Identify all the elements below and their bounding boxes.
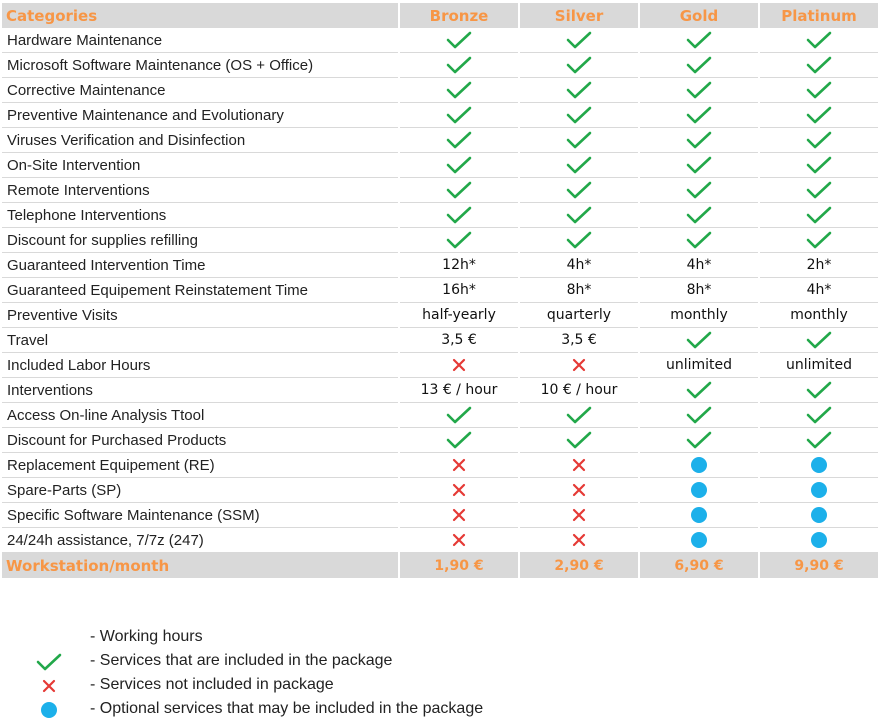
check-icon [566,106,592,124]
check-icon [806,406,832,424]
check-icon [806,431,832,449]
cell-bronze [400,153,518,178]
cross-icon [572,483,586,497]
legend-symbol [34,701,64,719]
cell-platinum [760,103,878,128]
cell-gold [640,78,758,103]
cell-gold: unlimited [640,353,758,378]
row-label: Included Labor Hours [2,353,398,378]
table-row [2,253,878,278]
check-icon [806,331,832,349]
check-icon [566,81,592,99]
check-icon [806,56,832,74]
cell-gold [640,228,758,253]
check-icon [686,406,712,424]
check-icon [686,131,712,149]
legend-text: - Optional services that may be included in the package [90,700,484,717]
row-label: Guaranteed Equipement Reinstatement Time [2,278,398,303]
cell-silver: 4h* [520,253,638,278]
check-icon [446,431,472,449]
row-label: 24/24h assistance, 7/7z (247) [2,528,398,553]
table-header [2,3,878,28]
check-icon [446,181,472,199]
cross-icon [452,533,466,547]
check-icon [686,431,712,449]
legend-item [0,698,560,722]
row-label: On-Site Intervention [2,153,398,178]
cell-bronze [400,78,518,103]
cell-platinum [760,478,878,503]
optional-dot-icon [691,507,707,523]
cell-bronze: 12h* [400,253,518,278]
check-icon [686,56,712,74]
optional-dot-icon [691,532,707,548]
cell-silver [520,453,638,478]
check-icon [566,206,592,224]
cross-icon [572,533,586,547]
row-label: Replacement Equipement (RE) [2,453,398,478]
table-row [2,153,878,178]
check-icon [566,231,592,249]
table-row [2,378,878,403]
table-row [2,328,878,353]
header-categories: Categories [2,3,398,28]
row-label: Preventive Maintenance and Evolutionary [2,103,398,128]
table-row [2,78,878,103]
cell-bronze: 16h* [400,278,518,303]
table-row [2,228,878,253]
legend-item [0,674,560,698]
check-icon [446,231,472,249]
cell-platinum [760,453,878,478]
cell-gold [640,128,758,153]
cell-platinum [760,403,878,428]
cell-platinum [760,228,878,253]
cell-silver [520,178,638,203]
cross-icon [572,508,586,522]
check-icon [566,156,592,174]
check-icon [566,431,592,449]
price-silver: 2,90 € [520,553,638,578]
row-label: Hardware Maintenance [2,28,398,53]
cell-silver [520,28,638,53]
header-silver: Silver [520,3,638,28]
cell-bronze [400,28,518,53]
row-label: Remote Interventions [2,178,398,203]
optional-dot-icon [691,482,707,498]
check-icon [36,653,62,671]
cell-gold [640,328,758,353]
cell-silver [520,503,638,528]
check-icon [806,206,832,224]
table-row [2,178,878,203]
cell-silver: 3,5 € [520,328,638,353]
cross-icon [452,483,466,497]
legend-symbol [34,653,64,671]
check-icon [806,231,832,249]
cell-gold [640,503,758,528]
row-label: Interventions [2,378,398,403]
cell-gold [640,403,758,428]
check-icon [446,406,472,424]
cell-platinum [760,528,878,553]
cell-platinum [760,503,878,528]
cell-gold [640,428,758,453]
cell-silver [520,528,638,553]
cell-platinum [760,378,878,403]
cross-icon [572,458,586,472]
cross-icon [452,508,466,522]
table-body [2,28,878,553]
row-label: Specific Software Maintenance (SSM) [2,503,398,528]
table-row [2,303,878,328]
cell-platinum [760,178,878,203]
table-row [2,128,878,153]
cross-icon [452,358,466,372]
cell-gold: 4h* [640,253,758,278]
check-icon [446,156,472,174]
cell-platinum: unlimited [760,353,878,378]
check-icon [446,106,472,124]
cell-silver [520,78,638,103]
cross-icon [452,458,466,472]
legend-text: - Working hours [90,628,203,645]
cell-gold [640,153,758,178]
cell-silver: 8h* [520,278,638,303]
cell-platinum [760,328,878,353]
header-platinum: Platinum [760,3,878,28]
footer-label: Workstation/month [2,553,398,578]
check-icon [446,131,472,149]
check-icon [686,206,712,224]
table-row [2,53,878,78]
optional-dot-icon [811,457,827,473]
header-bronze: Bronze [400,3,518,28]
cell-silver [520,128,638,153]
cell-silver: quarterly [520,303,638,328]
check-icon [686,331,712,349]
cell-silver: 10 € / hour [520,378,638,403]
cell-platinum [760,128,878,153]
cell-gold [640,378,758,403]
optional-dot-icon [41,702,57,718]
cell-platinum: 4h* [760,278,878,303]
cell-gold: monthly [640,303,758,328]
cell-gold: 8h* [640,278,758,303]
check-icon [566,31,592,49]
cell-bronze [400,203,518,228]
check-icon [566,56,592,74]
cell-bronze [400,128,518,153]
legend-item [0,626,560,650]
cell-platinum [760,78,878,103]
service-packages-table [0,3,878,578]
check-icon [686,181,712,199]
cell-bronze [400,53,518,78]
legend-item [0,650,560,674]
cell-gold [640,28,758,53]
cell-platinum [760,203,878,228]
table-row [2,353,878,378]
check-icon [446,81,472,99]
cell-silver [520,103,638,128]
table-row [2,103,878,128]
table-row [2,203,878,228]
check-icon [806,131,832,149]
cell-bronze [400,353,518,378]
cell-gold [640,53,758,78]
cell-bronze [400,178,518,203]
table-row [2,278,878,303]
row-label: Guaranteed Intervention Time [2,253,398,278]
cell-gold [640,178,758,203]
cell-silver [520,228,638,253]
table-row [2,528,878,553]
table-row [2,478,878,503]
row-label: Microsoft Software Maintenance (OS + Office) [2,53,398,78]
row-label: Telephone Interventions [2,203,398,228]
cell-bronze [400,528,518,553]
check-icon [806,156,832,174]
price-gold: 6,90 € [640,553,758,578]
table-row [2,28,878,53]
cell-bronze [400,403,518,428]
check-icon [566,181,592,199]
row-label: Spare-Parts (SP) [2,478,398,503]
check-icon [686,156,712,174]
cell-silver [520,353,638,378]
cell-gold [640,203,758,228]
cross-icon [42,679,56,693]
check-icon [686,31,712,49]
cell-platinum [760,53,878,78]
check-icon [686,381,712,399]
row-label: Viruses Verification and Disinfection [2,128,398,153]
legend-text: - Services not included in package [90,676,334,693]
cross-icon [572,358,586,372]
legend-symbol [34,677,64,695]
cell-bronze [400,228,518,253]
optional-dot-icon [811,532,827,548]
table-row [2,428,878,453]
check-icon [806,31,832,49]
cell-gold [640,103,758,128]
cell-bronze [400,103,518,128]
cell-silver [520,428,638,453]
cell-silver [520,53,638,78]
row-label: Travel [2,328,398,353]
row-label: Discount for Purchased Products [2,428,398,453]
cell-bronze [400,453,518,478]
check-icon [566,406,592,424]
cell-gold [640,478,758,503]
price-platinum: 9,90 € [760,553,878,578]
price-bronze: 1,90 € [400,553,518,578]
check-icon [566,131,592,149]
cell-bronze: 13 € / hour [400,378,518,403]
cell-silver [520,403,638,428]
check-icon [806,106,832,124]
cell-platinum: monthly [760,303,878,328]
optional-dot-icon [811,482,827,498]
legend-text: - Services that are included in the package [90,652,393,669]
cell-bronze [400,428,518,453]
check-icon [686,81,712,99]
check-icon [806,181,832,199]
cell-silver [520,153,638,178]
cell-gold [640,528,758,553]
check-icon [686,231,712,249]
check-icon [446,56,472,74]
cell-bronze [400,503,518,528]
legend [0,626,560,722]
cell-silver [520,478,638,503]
row-label: Access On-line Analysis Ttool [2,403,398,428]
table-row [2,503,878,528]
row-label: Corrective Maintenance [2,78,398,103]
check-icon [446,206,472,224]
cell-silver [520,203,638,228]
check-icon [806,381,832,399]
table-row [2,403,878,428]
cell-platinum [760,153,878,178]
cell-platinum [760,28,878,53]
check-icon [686,106,712,124]
cell-bronze: 3,5 € [400,328,518,353]
cell-bronze: half-yearly [400,303,518,328]
optional-dot-icon [811,507,827,523]
check-icon [806,81,832,99]
row-label: Discount for supplies refilling [2,228,398,253]
row-label: Preventive Visits [2,303,398,328]
optional-dot-icon [691,457,707,473]
check-icon [446,31,472,49]
header-gold: Gold [640,3,758,28]
cell-bronze [400,478,518,503]
table-footer [2,553,878,578]
cell-gold [640,453,758,478]
cell-platinum [760,428,878,453]
cell-platinum: 2h* [760,253,878,278]
table-row [2,453,878,478]
